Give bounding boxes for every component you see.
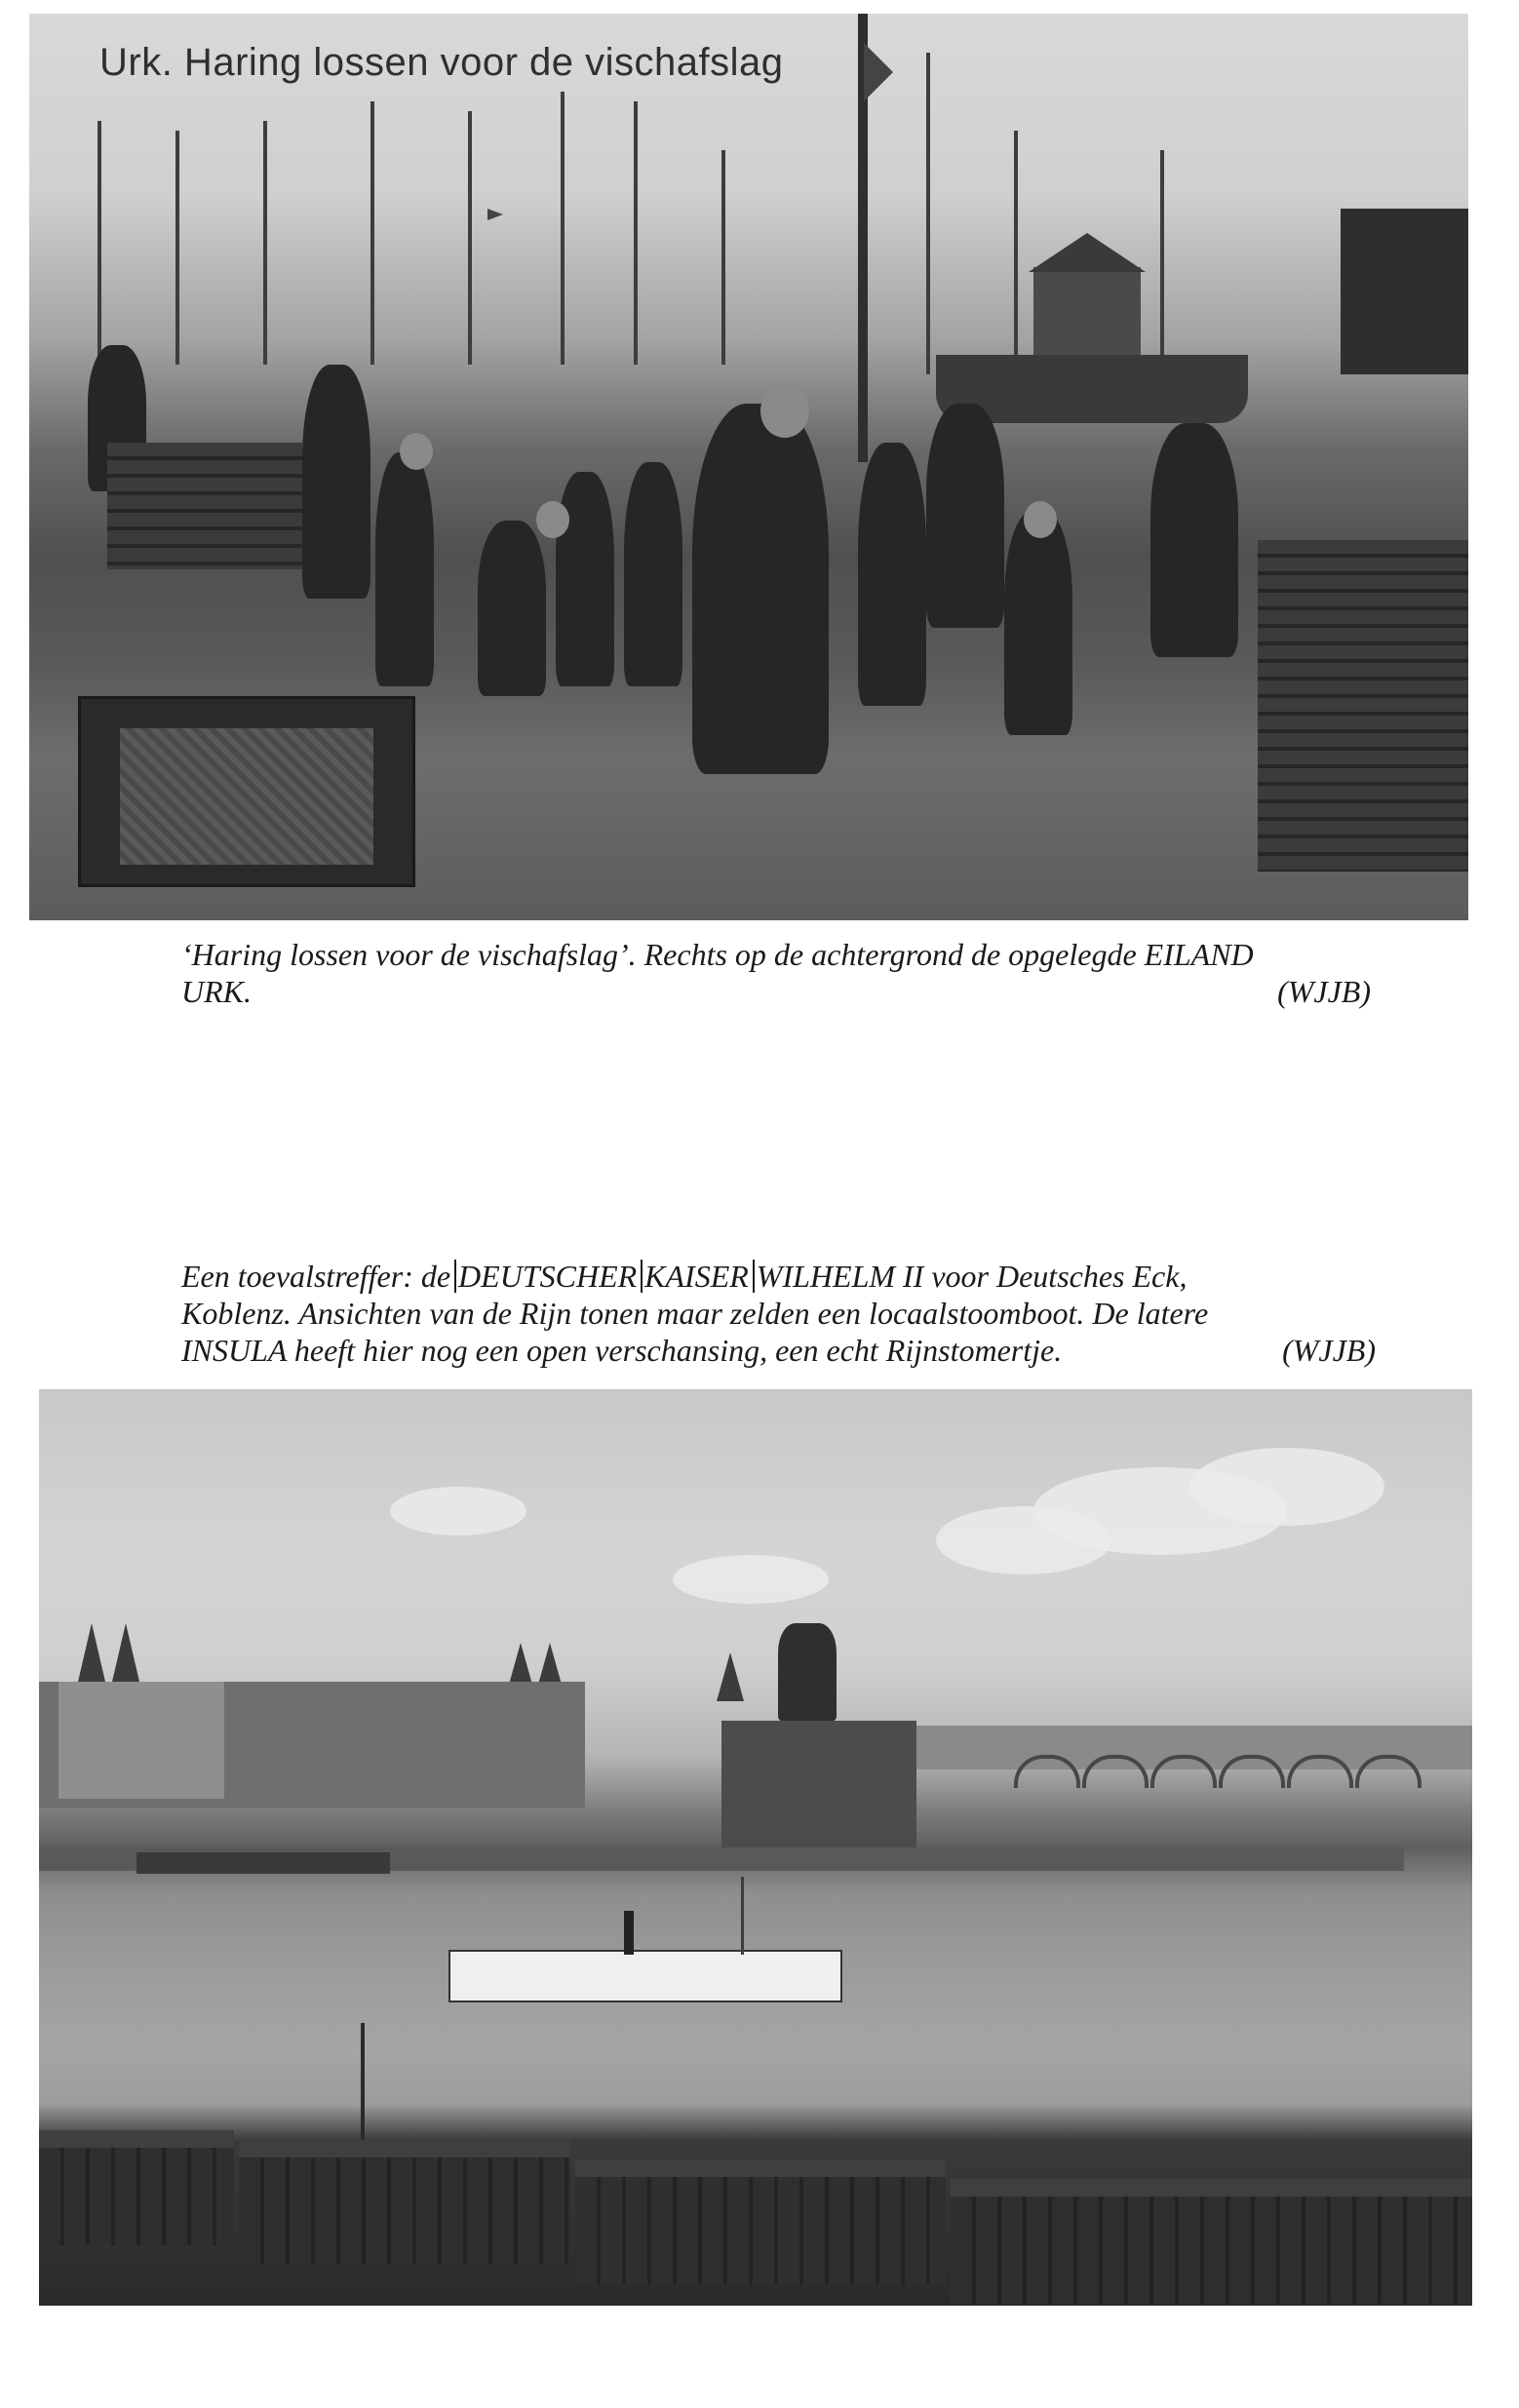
cloud	[1189, 1448, 1384, 1526]
church-spire	[112, 1623, 139, 1682]
photo-urk-herring-unloading	[29, 14, 1468, 920]
pennant-flag	[864, 43, 893, 101]
cloud	[936, 1506, 1111, 1574]
crate-stack	[107, 443, 302, 569]
photo1-caption	[181, 936, 1371, 1010]
child-figure	[556, 472, 614, 686]
coal-wagon	[951, 2179, 1472, 2304]
caption2-line1-intro: Een toevalstreffer: de	[181, 1259, 451, 1294]
photo-overlay-title: Urk. Haring lossen voor de vischafslag	[99, 41, 784, 84]
coal-wagon	[39, 2130, 234, 2245]
ship-mast	[370, 101, 374, 365]
harbour-shed	[1033, 267, 1141, 365]
ship-mast	[634, 101, 638, 365]
caption1-line2: URK.	[181, 974, 252, 1009]
ship-mast	[263, 121, 267, 365]
fisherman-figure	[858, 443, 926, 706]
caption1-credit: (WJJB)	[1277, 974, 1371, 1009]
ship-mast	[1014, 131, 1018, 365]
ship-mast	[468, 111, 472, 365]
telegraph-pole	[361, 2023, 365, 2140]
child-figure	[478, 521, 546, 696]
church-spire	[717, 1652, 744, 1701]
line-break-marker	[641, 1260, 643, 1293]
steamer-mast	[741, 1877, 744, 1955]
fisherman-figure	[926, 404, 1004, 628]
ship-mast	[97, 121, 101, 365]
crate-herring-contents	[120, 728, 373, 865]
large-building	[58, 1682, 224, 1799]
crate-stack	[1258, 540, 1468, 872]
photo-koblenz-deutsches-eck	[39, 1389, 1472, 2306]
ship-mast	[1160, 150, 1164, 365]
fisherman-figure	[1150, 423, 1238, 657]
caption2-line2: Koblenz. Ansichten van de Rijn tonen maar zelden een locaalstoomboot. De latere	[181, 1296, 1209, 1331]
caption2-ship-name-part1: DEUTSCHER	[458, 1259, 638, 1294]
ship-mast	[561, 92, 565, 365]
caption2-ship-name-part3: WILHELM II voor Deutsches Eck,	[756, 1259, 1188, 1294]
line-break-marker	[753, 1260, 755, 1293]
ship-mast	[926, 53, 930, 374]
person-head	[1024, 501, 1057, 538]
coal-wagon	[239, 2140, 570, 2265]
emperor-wilhelm-statue	[778, 1623, 837, 1721]
person-head	[536, 501, 569, 538]
caption2-ship-name-part2: KAISER	[644, 1259, 749, 1294]
river-steamer	[448, 1950, 842, 2002]
ship-mast	[175, 131, 179, 365]
coal-wagon	[575, 2159, 946, 2284]
child-figure	[1004, 511, 1072, 735]
caption2-credit: (WJJB)	[1282, 1333, 1376, 1368]
caption2-line1	[181, 1258, 1376, 1295]
child-figure	[624, 462, 682, 686]
person-head	[400, 433, 433, 470]
person-head	[760, 384, 809, 438]
herring-crate	[78, 696, 415, 887]
church-spire	[78, 1623, 105, 1682]
child-figure	[375, 452, 434, 686]
brick-building	[1341, 209, 1468, 374]
fisherman-figure	[692, 404, 829, 774]
fisherman-figure	[302, 365, 370, 599]
ship-mast	[721, 150, 725, 365]
steamer-funnel	[624, 1911, 634, 1955]
emperor-wilhelm-monument-base	[721, 1721, 916, 1857]
moored-barge	[136, 1852, 390, 1874]
photo2-caption	[181, 1258, 1376, 1369]
caption1-line1: ‘Haring lossen voor de vischafslag’. Rechts op de achtergrond de opgelegde EILAND	[181, 937, 1254, 972]
caption2-line3: INSULA heeft hier nog een open verschansing, een echt Rijnstomertje.	[181, 1333, 1063, 1368]
harbour-shed-roof	[1029, 233, 1146, 272]
cloud	[390, 1487, 526, 1535]
line-break-marker	[454, 1260, 456, 1293]
cloud	[673, 1555, 829, 1604]
pennant-flag	[487, 209, 503, 220]
